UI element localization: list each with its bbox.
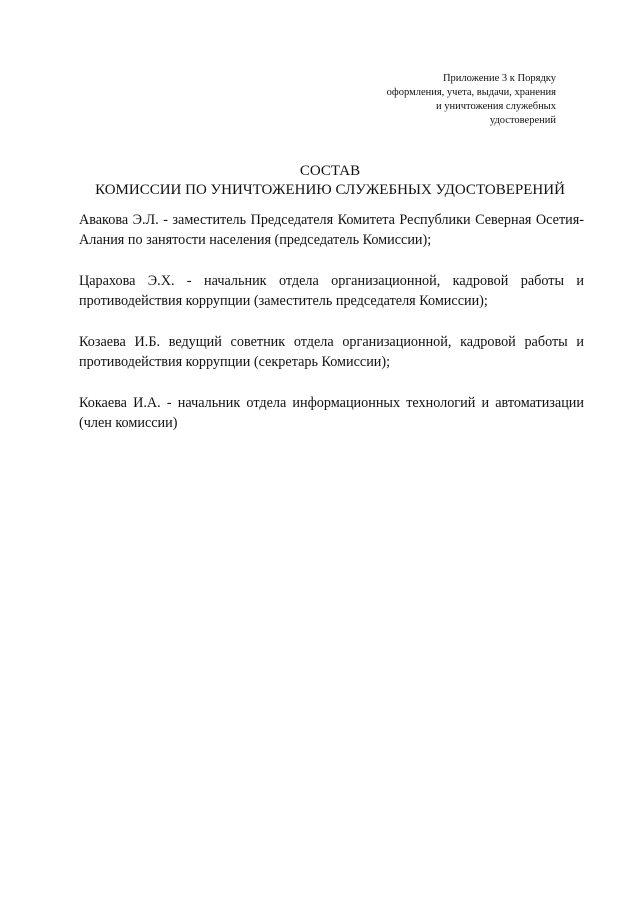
title-line-2: КОМИССИИ ПО УНИЧТОЖЕНИЮ СЛУЖЕБНЫХ УДОСТОВЕРЕНИЙ	[95, 182, 565, 198]
appendix-line: оформления, учета, выдачи, хранения	[386, 87, 556, 98]
title-line-1: СОСТАВ	[299, 163, 361, 179]
appendix-line: удостоверений	[489, 115, 556, 126]
appendix-note	[356, 72, 556, 128]
member-kozaeva: Козаева И.Б. ведущий советник отдела организационной, кадровой работы и противодействия коррупции (секретарь Комиссии);	[79, 334, 584, 370]
member-avakova: Авакова Э.Л. - заместитель Председателя Комитета Республики Северная Осетия-Алания по занятости населения (председатель Комиссии);	[79, 212, 584, 248]
appendix-line: Приложение 3 к Порядку	[442, 73, 556, 84]
document-title	[60, 162, 600, 200]
appendix-line: и уничтожения служебных	[436, 101, 556, 112]
member-kokaeva: Кокаева И.А. - начальник отдела информационных технологий и автоматизации (член комиссии)	[79, 395, 584, 431]
commission-members-list	[79, 210, 584, 454]
member-tsarakhova: Царахова Э.Х. - начальник отдела организационной, кадровой работы и противодействия коррупции (заместитель председателя Комиссии);	[79, 273, 584, 309]
